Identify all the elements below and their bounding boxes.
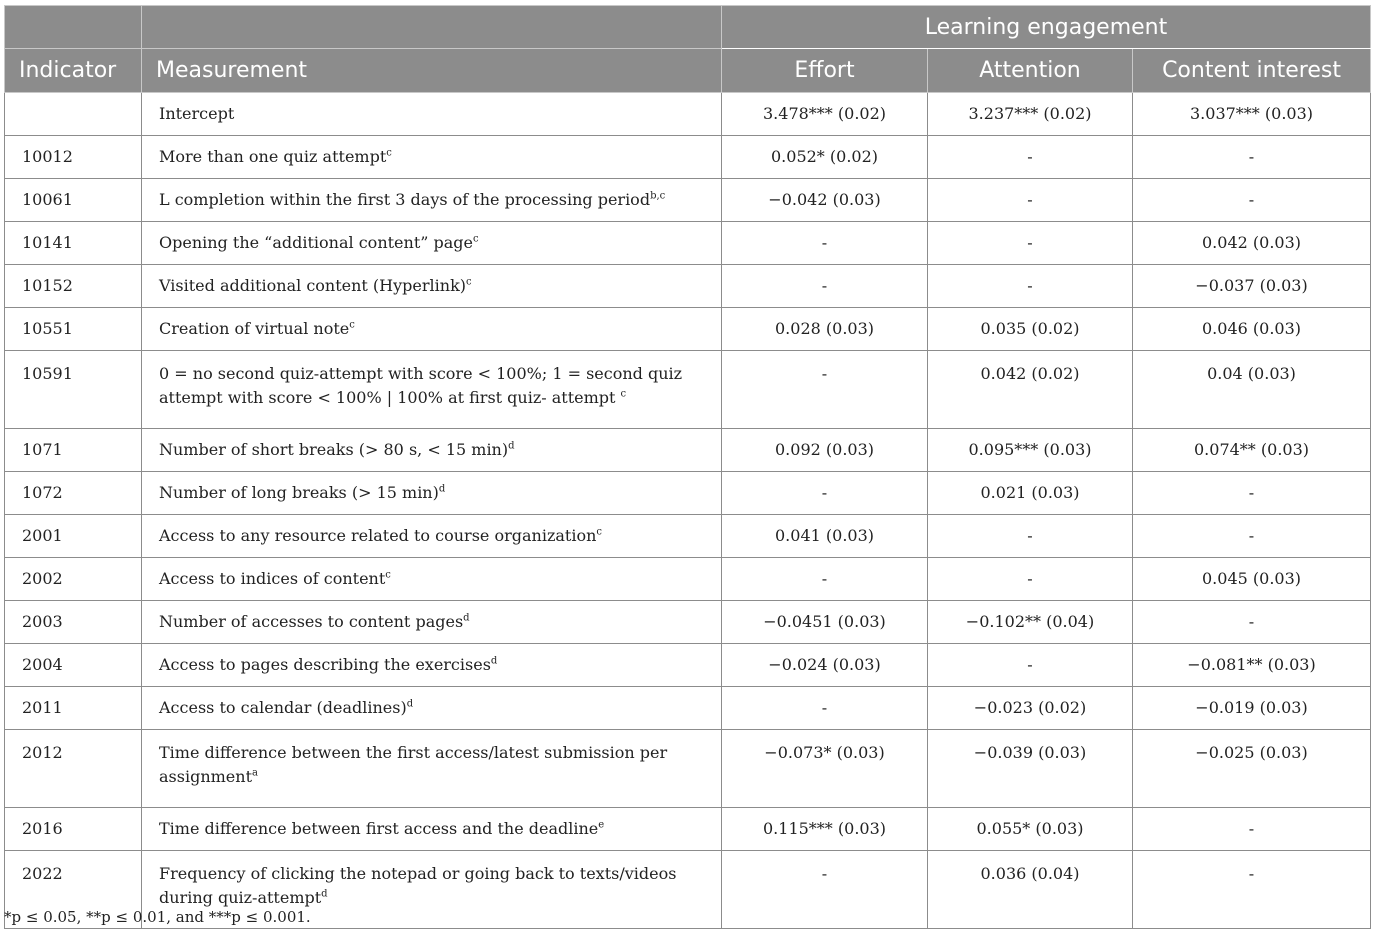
header-content-interest: Content interest — [1133, 49, 1371, 93]
cell-indicator: 2001 — [5, 515, 142, 558]
cell-effort: - — [722, 351, 928, 429]
header-indicator: Indicator — [5, 49, 142, 93]
cell-measurement: More than one quiz attempt$^c$ — [142, 136, 722, 179]
cell-measurement: Time difference between the first access/latest submission per assignment$^a$ — [142, 730, 722, 808]
cell-effort: - — [722, 265, 928, 308]
footnote-marker: d — [463, 612, 470, 624]
cell-indicator: 2016 — [5, 808, 142, 851]
cell-content-interest: −0.037 (0.03) — [1133, 265, 1371, 308]
cell-measurement: Intercept — [142, 93, 722, 136]
cell-attention: - — [928, 515, 1133, 558]
cell-attention: - — [928, 179, 1133, 222]
cell-attention: −0.102** (0.04) — [928, 601, 1133, 644]
header-blank — [5, 6, 142, 49]
table-row — [5, 265, 1371, 308]
cell-content-interest: 0.042 (0.03) — [1133, 222, 1371, 265]
cell-content-interest: - — [1133, 136, 1371, 179]
cell-content-interest: 0.04 (0.03) — [1133, 351, 1371, 429]
footnote-marker: c — [596, 526, 603, 538]
cell-measurement: Number of accesses to content pages$^d$ — [142, 601, 722, 644]
cell-measurement: Frequency of clicking the notepad or going back to texts/videos during quiz-attempt$^d$ — [142, 851, 722, 929]
cell-content-interest: −0.081** (0.03) — [1133, 644, 1371, 687]
cell-indicator: 10551 — [5, 308, 142, 351]
cell-effort: 0.115*** (0.03) — [722, 808, 928, 851]
cell-effort: −0.073* (0.03) — [722, 730, 928, 808]
cell-content-interest: −0.025 (0.03) — [1133, 730, 1371, 808]
cell-measurement: Opening the “additional content” page$^c$ — [142, 222, 722, 265]
table-row — [5, 93, 1371, 136]
cell-attention: 0.042 (0.02) — [928, 351, 1133, 429]
table-body — [5, 93, 1371, 929]
cell-content-interest: 0.046 (0.03) — [1133, 308, 1371, 351]
cell-attention: 0.036 (0.04) — [928, 851, 1133, 929]
cell-effort: −0.0451 (0.03) — [722, 601, 928, 644]
footnote: *p ≤ 0.05, **p ≤ 0.01, and ***p ≤ 0.001. — [4, 908, 311, 926]
table-row — [5, 429, 1371, 472]
cell-effort: 0.041 (0.03) — [722, 515, 928, 558]
cell-measurement: L completion within the first 3 days of the processing period$^{b,c}$ — [142, 179, 722, 222]
table-row — [5, 601, 1371, 644]
cell-content-interest: 0.045 (0.03) — [1133, 558, 1371, 601]
cell-indicator: 1072 — [5, 472, 142, 515]
header-measurement: Measurement — [142, 49, 722, 93]
cell-effort: −0.042 (0.03) — [722, 179, 928, 222]
cell-measurement: Access to any resource related to course organization$^c$ — [142, 515, 722, 558]
cell-attention: −0.039 (0.03) — [928, 730, 1133, 808]
header-blank — [142, 6, 722, 49]
table-row — [5, 558, 1371, 601]
table-header — [5, 6, 1371, 93]
cell-measurement: Creation of virtual note$^c$ — [142, 308, 722, 351]
table-row — [5, 515, 1371, 558]
cell-attention: 0.035 (0.02) — [928, 308, 1133, 351]
table-row — [5, 644, 1371, 687]
cell-effort: - — [722, 687, 928, 730]
cell-effort: 0.052* (0.02) — [722, 136, 928, 179]
footnote-marker: c — [386, 147, 392, 159]
cell-measurement: 0 = no second quiz-attempt with score < 100%; 1 = second quiz attempt with score < 100% | 100% at first quiz- attempt $^c$ — [142, 351, 722, 429]
cell-indicator: 2003 — [5, 601, 142, 644]
cell-measurement: Visited additional content (Hyperlink)$^c$ — [142, 265, 722, 308]
footnote-marker: e — [598, 819, 605, 831]
cell-effort: - — [722, 851, 928, 929]
results-table — [4, 5, 1371, 929]
header-attention: Attention — [928, 49, 1133, 93]
results-table-container — [4, 5, 1370, 929]
footnote-marker: b,c — [650, 190, 666, 202]
cell-attention: 3.237*** (0.02) — [928, 93, 1133, 136]
cell-attention: - — [928, 265, 1133, 308]
footnote-marker: c — [349, 319, 355, 331]
footnote-marker: a — [252, 767, 258, 779]
cell-indicator: 10591 — [5, 351, 142, 429]
cell-content-interest: 3.037*** (0.03) — [1133, 93, 1371, 136]
cell-effort: 0.028 (0.03) — [722, 308, 928, 351]
cell-indicator: 2002 — [5, 558, 142, 601]
footnote-marker: d — [406, 698, 414, 710]
cell-attention: 0.095*** (0.03) — [928, 429, 1133, 472]
table-row — [5, 179, 1371, 222]
cell-attention: 0.021 (0.03) — [928, 472, 1133, 515]
cell-measurement: Access to pages describing the exercises$^d$ — [142, 644, 722, 687]
cell-measurement: Access to calendar (deadlines)$^d$ — [142, 687, 722, 730]
table-row — [5, 687, 1371, 730]
table-row — [5, 472, 1371, 515]
cell-attention: −0.023 (0.02) — [928, 687, 1133, 730]
cell-content-interest: - — [1133, 179, 1371, 222]
footnote-marker: d — [438, 483, 446, 495]
footnote-marker: c — [385, 569, 391, 581]
cell-indicator: 1071 — [5, 429, 142, 472]
table-row — [5, 808, 1371, 851]
footnote-marker: c — [473, 233, 479, 245]
footnote-marker: c — [466, 276, 472, 288]
cell-indicator: 10012 — [5, 136, 142, 179]
header-effort: Effort — [722, 49, 928, 93]
cell-effort: - — [722, 222, 928, 265]
cell-content-interest: - — [1133, 851, 1371, 929]
cell-content-interest: −0.019 (0.03) — [1133, 687, 1371, 730]
cell-effort: - — [722, 472, 928, 515]
table-row — [5, 351, 1371, 429]
cell-indicator: 2012 — [5, 730, 142, 808]
cell-indicator: 10061 — [5, 179, 142, 222]
cell-attention: - — [928, 644, 1133, 687]
cell-indicator: 2011 — [5, 687, 142, 730]
cell-content-interest: 0.074** (0.03) — [1133, 429, 1371, 472]
cell-effort: 3.478*** (0.02) — [722, 93, 928, 136]
table-row — [5, 136, 1371, 179]
table-row — [5, 222, 1371, 265]
cell-attention: - — [928, 558, 1133, 601]
cell-attention: - — [928, 222, 1133, 265]
cell-measurement: Time difference between first access and the deadline$^e$ — [142, 808, 722, 851]
cell-content-interest: - — [1133, 601, 1371, 644]
footnote-marker: d — [508, 440, 515, 452]
cell-indicator: 2004 — [5, 644, 142, 687]
cell-attention: 0.055* (0.03) — [928, 808, 1133, 851]
table-row — [5, 308, 1371, 351]
cell-indicator: 10141 — [5, 222, 142, 265]
header-group-learning-engagement: Learning engagement — [722, 6, 1371, 49]
cell-measurement: Number of short breaks (> 80 s, < 15 min)$^d$ — [142, 429, 722, 472]
cell-measurement: Number of long breaks (> 15 min)$^d$ — [142, 472, 722, 515]
cell-content-interest: - — [1133, 808, 1371, 851]
footnote-marker: d — [321, 888, 328, 900]
cell-measurement: Access to indices of content$^c$ — [142, 558, 722, 601]
cell-attention: - — [928, 136, 1133, 179]
cell-indicator — [5, 93, 142, 136]
cell-indicator: 10152 — [5, 265, 142, 308]
cell-content-interest: - — [1133, 515, 1371, 558]
table-row — [5, 730, 1371, 808]
cell-content-interest: - — [1133, 472, 1371, 515]
cell-effort: - — [722, 558, 928, 601]
cell-effort: 0.092 (0.03) — [722, 429, 928, 472]
cell-indicator: 2022 — [5, 851, 142, 929]
footnote-marker: d — [490, 655, 498, 667]
cell-effort: −0.024 (0.03) — [722, 644, 928, 687]
footnote-marker: c — [620, 388, 627, 400]
